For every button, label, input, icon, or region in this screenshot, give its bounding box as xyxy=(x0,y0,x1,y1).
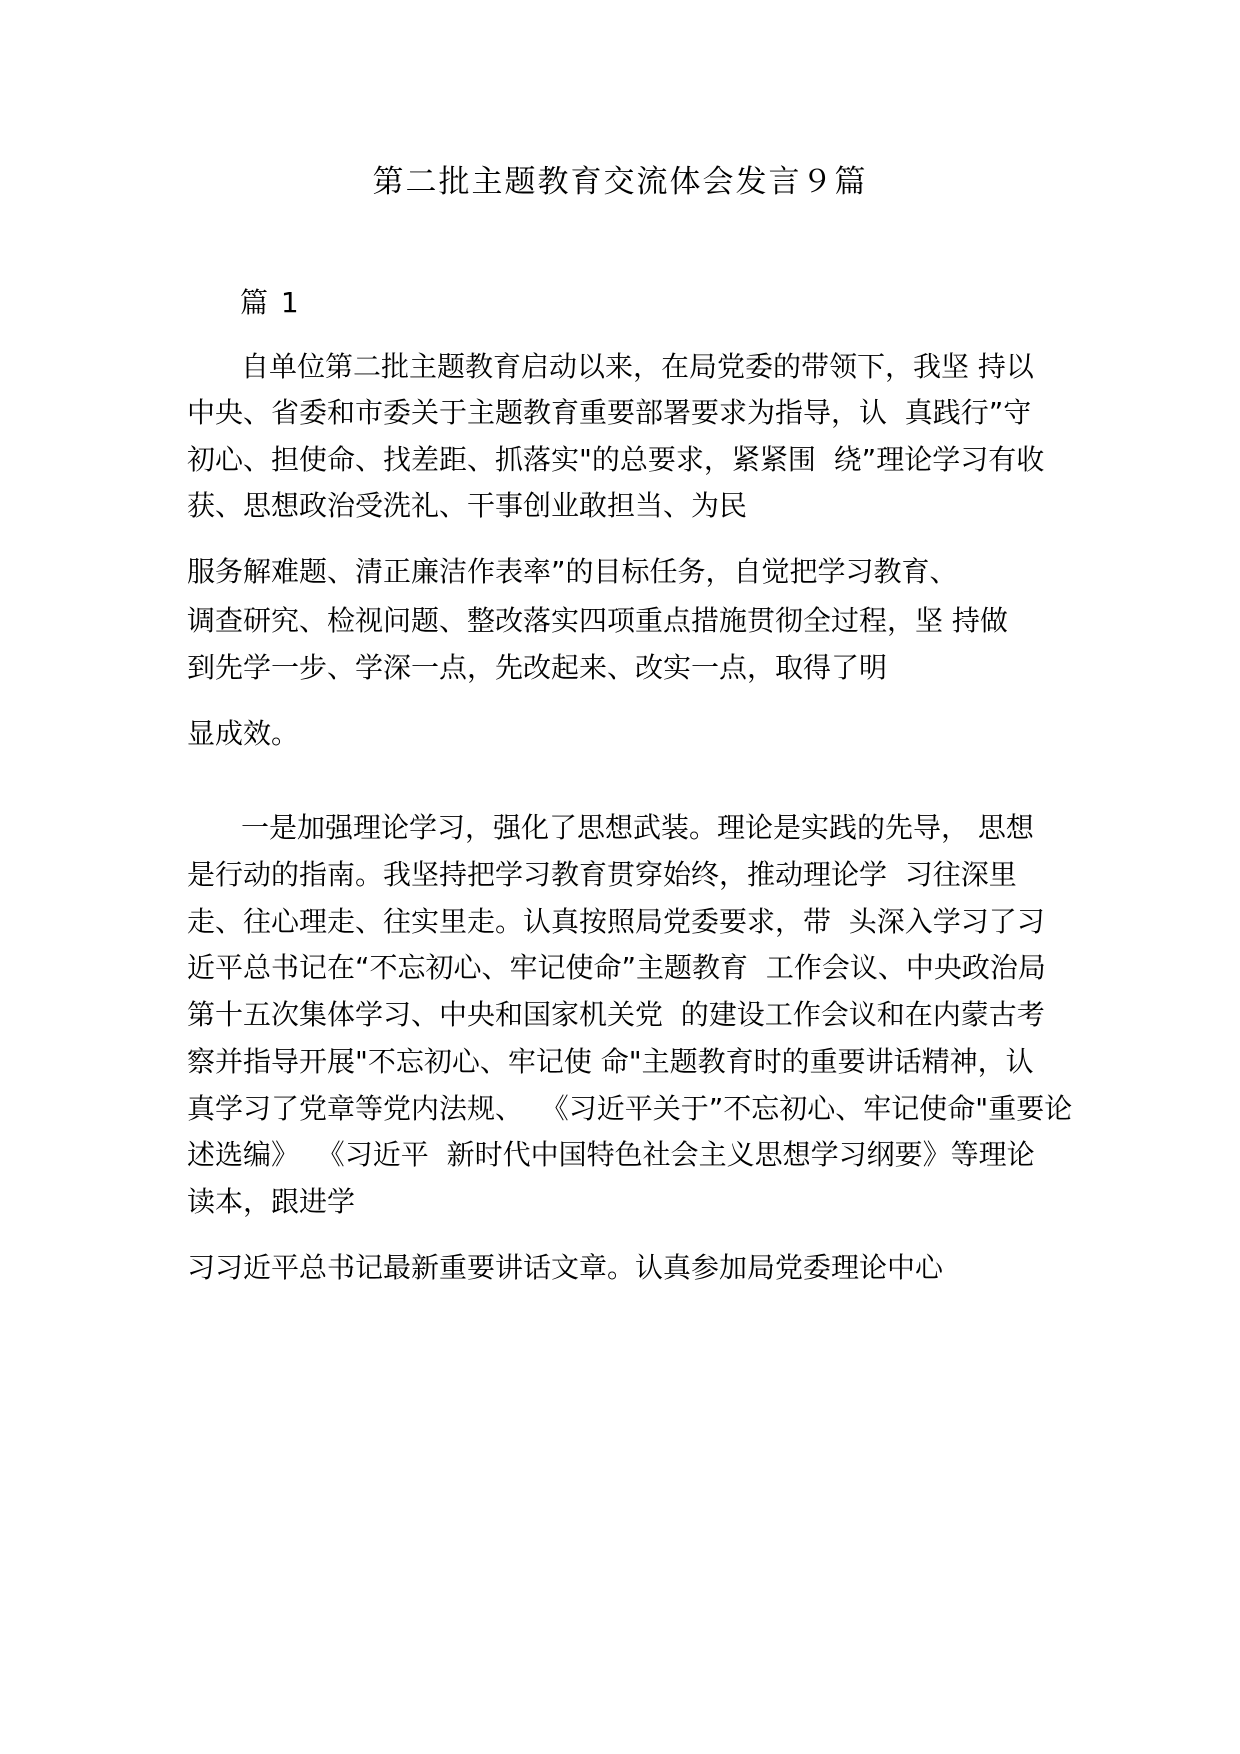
paragraph-line: 一是加强理论学习，强化了思想武装。理论是实践的先导， 思想 xyxy=(241,811,1034,844)
paragraph-line: 察并指导开展"不忘初心、牢记使 命"主题教育时的重要讲话精神，认 xyxy=(187,1045,1034,1078)
paragraph-line: 到先学一步、学深一点，先改起来、改实一点，取得了明 xyxy=(187,651,888,684)
paragraph-line: 显成效。 xyxy=(187,717,300,750)
paragraph-line: 走、往心理走、往实里走。认真按照局党委要求，带 头深入学习了习 xyxy=(187,905,1045,938)
paragraph-line: 真学习了党章等党内法规、 《习近平关于”不忘初心、牢记使命"重要论 xyxy=(187,1092,1073,1125)
document-title: 第二批主题教育交流体会发言９篇 xyxy=(372,164,868,200)
paragraph-line: 获、思想政治受洗礼、干事创业敢担当、为民 xyxy=(187,489,748,522)
section-heading: 篇 1 xyxy=(240,286,301,319)
paragraph-line: 近平总书记在“不忘初心、牢记使命”主题教育 工作会议、中央政治局 xyxy=(187,951,1046,984)
paragraph-line: 调查研究、检视问题、整改落实四项重点措施贯彻全过程，坚 持做 xyxy=(187,604,1008,637)
paragraph-line: 中央、省委和市委关于主题教育重要部署要求为指导，认 真践行”守 xyxy=(187,396,1032,429)
paragraph-line: 服务解难题、清正廉洁作表率”的目标任务，自觉把学习教育、 xyxy=(187,555,958,588)
paragraph-line: 第十五次集体学习、中央和国家机关党 的建设工作会议和在内蒙古考 xyxy=(187,998,1045,1031)
paragraph-line: 习习近平总书记最新重要讲话文章。认真参加局党委理论中心 xyxy=(187,1251,944,1284)
paragraph-line: 是行动的指南。我坚持把学习教育贯穿始终，推动理论学 习往深里 xyxy=(187,858,1017,891)
paragraph-line: 自单位第二批主题教育启动以来，在局党委的带领下，我坚 持以 xyxy=(241,350,1034,383)
paragraph-line: 述选编》 《习近平 新时代中国特色社会主义思想学习纲要》等理论 xyxy=(187,1138,1035,1171)
paragraph-line: 读本，跟进学 xyxy=(187,1185,356,1218)
paragraph-line: 初心、担使命、找差距、抓落实"的总要求，紧紧围 绕”理论学习有收 xyxy=(187,443,1045,476)
